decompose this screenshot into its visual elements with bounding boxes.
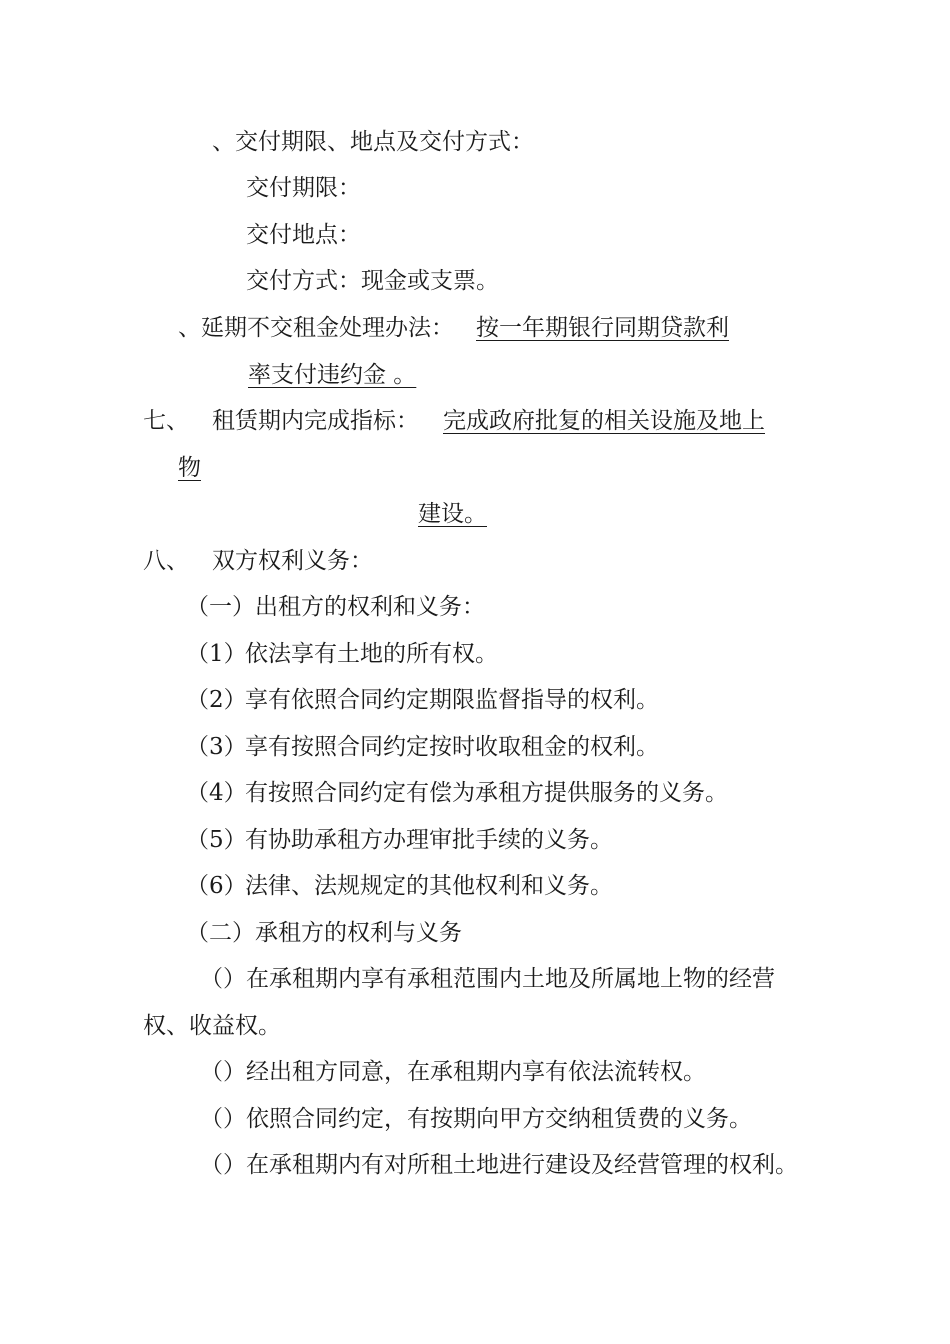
lessee-item-4: （）在承租期内有对所租土地进行建设及经营管理的权利。 <box>200 1152 798 1178</box>
lessee-heading: （二）承租方的权利与义务 <box>186 920 462 946</box>
section-7-line <box>212 406 765 436</box>
lessor-item-5-text: 有协助承租方办理审批手续的义务。 <box>245 827 613 853</box>
section-7-value-end: 建设。 <box>418 501 487 527</box>
lessee-item-1: （）在承租期内享有承租范围内土地及所属地上物的经营 <box>200 966 775 992</box>
lessor-heading: （一）出租方的权利和义务： <box>186 594 485 620</box>
late-payment-value: 按一年期银行同期贷款利 <box>476 315 729 341</box>
section-8-label: 双方权利义务： <box>212 548 373 574</box>
section-7-label: 租赁期内完成指标： <box>212 408 419 434</box>
late-payment-label: 、延期不交租金处理办法： <box>178 315 454 341</box>
lessor-item-3-text: 享有按照合同约定按时收取租金的权利。 <box>245 734 659 760</box>
late-payment-value-cont: 率支付违约金 。 <box>248 362 417 388</box>
section-7-value-cont: 物 <box>178 455 201 481</box>
lessor-item-4-number: （4） <box>186 780 247 806</box>
section-7-number: 七、 <box>143 408 189 434</box>
section-7-value: 完成政府批复的相关设施及地上 <box>443 408 765 434</box>
late-payment-line <box>178 313 747 343</box>
delivery-term-line: 交付期限： <box>246 175 361 201</box>
delivery-method-line: 交付方式：现金或支票。 <box>246 268 499 294</box>
lessor-item-3-number: （3） <box>186 734 247 760</box>
lessor-item-1-text: 依法享有土地的所有权。 <box>245 641 498 667</box>
lessee-item-1-cont: 权、收益权。 <box>143 1013 281 1039</box>
lessor-item-4-text: 有按照合同约定有偿为承租方提供服务的义务。 <box>245 780 728 806</box>
delivery-heading: 、交付期限、地点及交付方式： <box>212 129 534 155</box>
delivery-place-line: 交付地点： <box>246 222 361 248</box>
lessor-item-6-text: 法律、法规规定的其他权利和义务。 <box>245 873 613 899</box>
lessor-item-1-number: （1） <box>186 641 247 667</box>
lessor-item-2-text: 享有依照合同约定期限监督指导的权利。 <box>245 687 659 713</box>
lessor-item-2-number: （2） <box>186 687 247 713</box>
lessee-item-2: （）经出租方同意，在承租期内享有依法流转权。 <box>200 1059 706 1085</box>
lessor-item-5-number: （5） <box>186 827 247 853</box>
section-8-number: 八、 <box>143 548 189 574</box>
lessor-item-6-number: （6） <box>186 873 247 899</box>
lessee-item-3: （）依照合同约定，有按期向甲方交纳租赁费的义务。 <box>200 1106 752 1132</box>
